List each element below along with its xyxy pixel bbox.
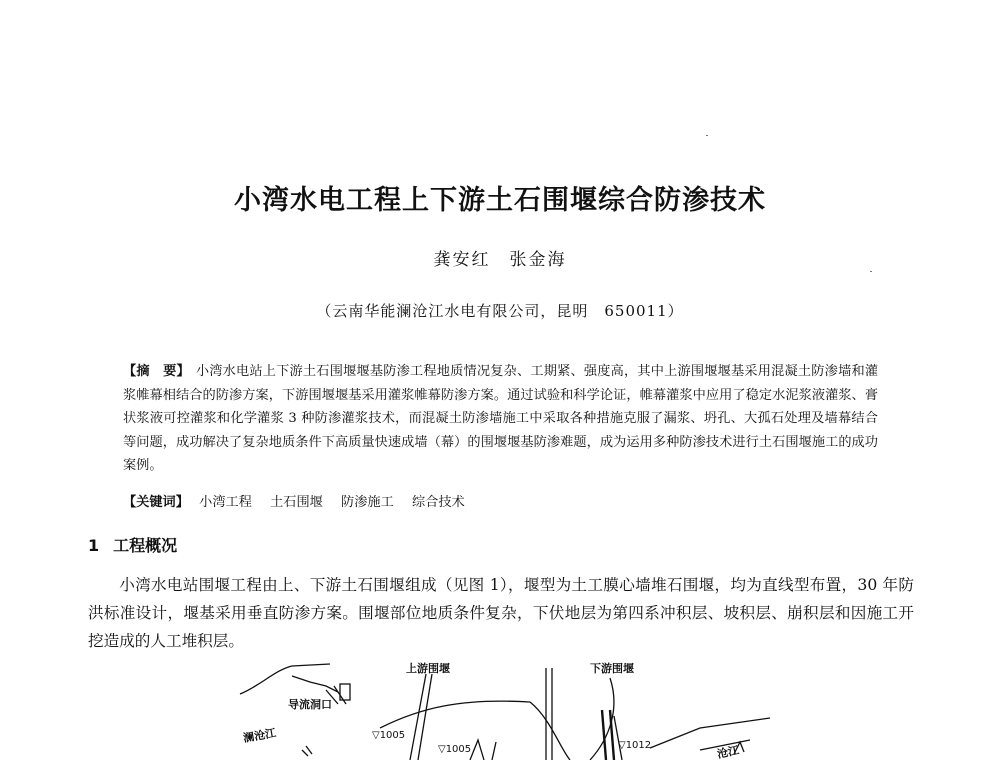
paper-authors: 龚安红 张金海 (433, 250, 567, 270)
section-title: 工程概况 (113, 536, 178, 555)
paper-title: 小湾水电工程上下游土石围堰综合防渗技术 (234, 185, 766, 216)
elevation-label: ▽1005 (372, 730, 406, 741)
dam-axis-line (418, 674, 432, 760)
section-paragraph: 小湾水电站围堰工程由上、下游土石围堰组成（见图 1），堰型为土工膜心墙堆石围堰，均为直线型布置，30 年防洪标准设计，堰基采用垂直防渗方案。围堰部位地质条件复杂，下伏地层为第四系冲积层、坡积层、崩积层和因施工开挖造成的人工堆积层。 (88, 576, 914, 650)
elevation-label: ▽1012 (618, 740, 652, 751)
contour-line (470, 740, 484, 760)
label-diversion-tunnel: 导流洞口 (288, 698, 332, 711)
contour-line (492, 742, 496, 760)
river-bank-line (650, 718, 770, 748)
contour-line (530, 702, 570, 760)
abstract-text: 小湾水电站上下游土石围堰堰基防渗工程地质情况复杂、工期紧、强度高，其中上游围堰堰基采用混凝土防渗墙和灌浆帷幕相结合的防渗方案，下游围堰堰基采用灌浆帷幕防渗方案。通过试验和科学论证，帷幕灌浆中应用了稳定水泥浆液灌浆、膏状浆液可控灌浆和化学灌浆 3 种防渗灌浆技术，而混凝土防渗墙施工中采取各种措施克服了漏浆、坍孔、大孤石处理及墙幕结合等问题，成功解决了复杂地质条件下高质量快速成墙（幕）的围堰堰基防渗难题，成为运用多种防渗技术进行土石围堰施工的成功案例。 (123, 364, 879, 473)
section-number: 1 (88, 536, 100, 555)
contour-line (380, 701, 530, 728)
figure-1-site-plan (230, 658, 790, 760)
dam-slope-line (614, 716, 622, 760)
keyword: 防渗施工 (341, 495, 394, 510)
label-river-right: 沧江 (715, 743, 741, 760)
abstract-label: 【摘 要】 (123, 364, 190, 379)
abstract-block (123, 360, 878, 478)
dam-axis-line (410, 674, 426, 760)
keywords-label: 【关键词】 (123, 495, 189, 510)
scan-speck (706, 135, 708, 136)
label-downstream-cofferdam: 下游围堰 (590, 662, 634, 675)
keyword: 小湾工程 (199, 495, 252, 510)
site-plan-drawing (230, 658, 790, 760)
scan-speck (870, 271, 872, 272)
section-heading (88, 533, 177, 556)
river-bank-line (240, 664, 330, 694)
dam-axis-line (602, 710, 606, 760)
paper-affiliation: （云南华能澜沧江水电有限公司，昆明 650011） (316, 302, 684, 320)
tunnel-outline (292, 676, 338, 692)
keyword: 综合技术 (412, 495, 465, 510)
keyword: 土石围堰 (270, 495, 323, 510)
keywords-block (123, 491, 878, 514)
label-river-left: 澜沧江 (242, 726, 278, 745)
flow-mark (302, 746, 312, 756)
label-upstream-cofferdam: 上游围堰 (406, 662, 450, 675)
elevation-label: ▽1005 (438, 744, 472, 755)
